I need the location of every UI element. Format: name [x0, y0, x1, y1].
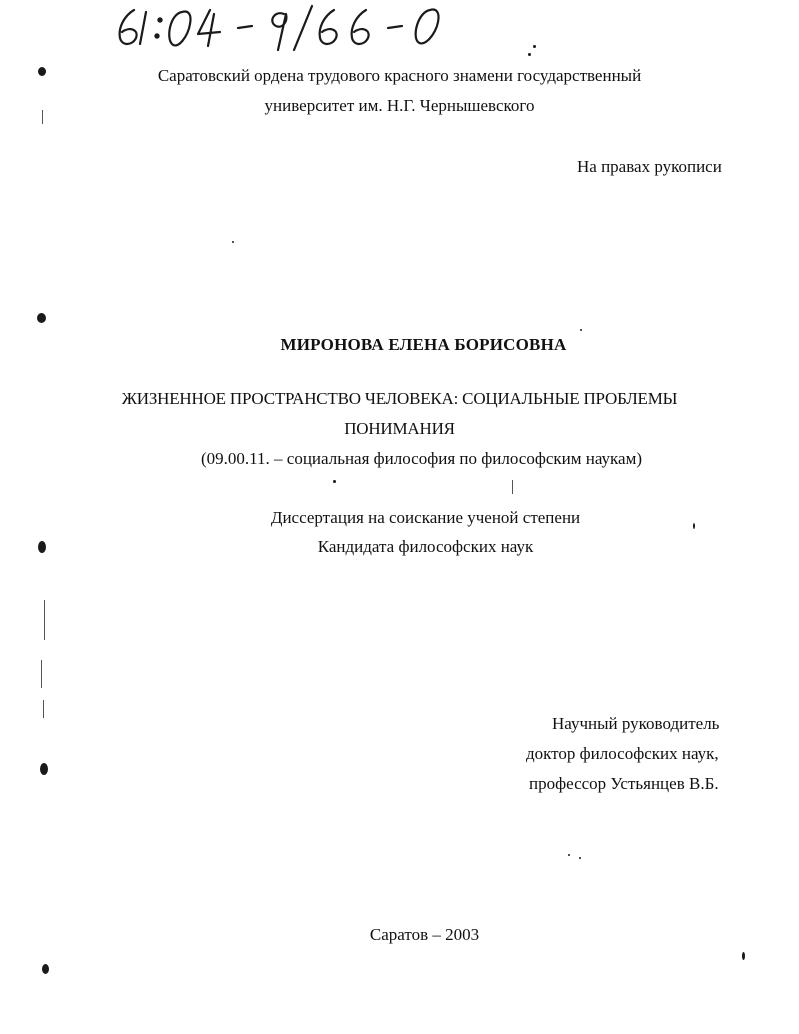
margin-scan-line [512, 480, 513, 494]
dust-speck [232, 241, 234, 243]
specialty-code: (09.00.11. – социальная философия по философским наукам) [201, 449, 642, 468]
dust-speck [579, 857, 581, 859]
institution-line-1: Саратовский ордена трудового красного знамени государственный [157, 66, 642, 85]
supervisor-line-2: доктор философских наук, [526, 744, 719, 763]
city-year: Саратов – 2003 [369, 925, 480, 944]
dust-speck [533, 45, 536, 48]
binding-hole-mark [40, 763, 48, 775]
dust-speck [568, 854, 570, 856]
handwritten-code-drawing [112, 2, 452, 52]
margin-scan-line [41, 660, 42, 688]
manuscript-note: На правах рукописи [577, 157, 722, 176]
binding-hole-mark [37, 313, 46, 323]
dissertation-title-line-1: ЖИЗНЕННОЕ ПРОСТРАНСТВО ЧЕЛОВЕКА: СОЦИАЛЬНЫЕ ПРОБЛЕМЫ [121, 389, 678, 408]
dust-speck [693, 523, 695, 529]
degree-line-2: Кандидата философских наук [317, 537, 534, 556]
degree-line-1: Диссертация на соискание ученой степени [270, 508, 581, 527]
handwritten-archive-code [112, 2, 452, 52]
dust-speck [580, 329, 582, 331]
author-name: МИРОНОВА ЕЛЕНА БОРИСОВНА [280, 335, 567, 354]
institution-line-2: университет им. Н.Г. Чернышевского [264, 96, 535, 115]
dust-speck [333, 480, 336, 483]
dust-speck [528, 53, 531, 56]
margin-scan-line [42, 110, 43, 124]
dissertation-title-line-2: ПОНИМАНИЯ [344, 419, 455, 438]
binding-hole-mark [38, 541, 46, 553]
supervisor-line-1: Научный руководитель [552, 714, 720, 733]
margin-scan-line [44, 600, 45, 640]
binding-hole-mark [38, 67, 46, 76]
binding-hole-mark [42, 964, 49, 974]
dust-speck [742, 952, 745, 960]
margin-scan-line [43, 700, 44, 718]
supervisor-line-3: профессор Устьянцев В.Б. [529, 774, 719, 793]
